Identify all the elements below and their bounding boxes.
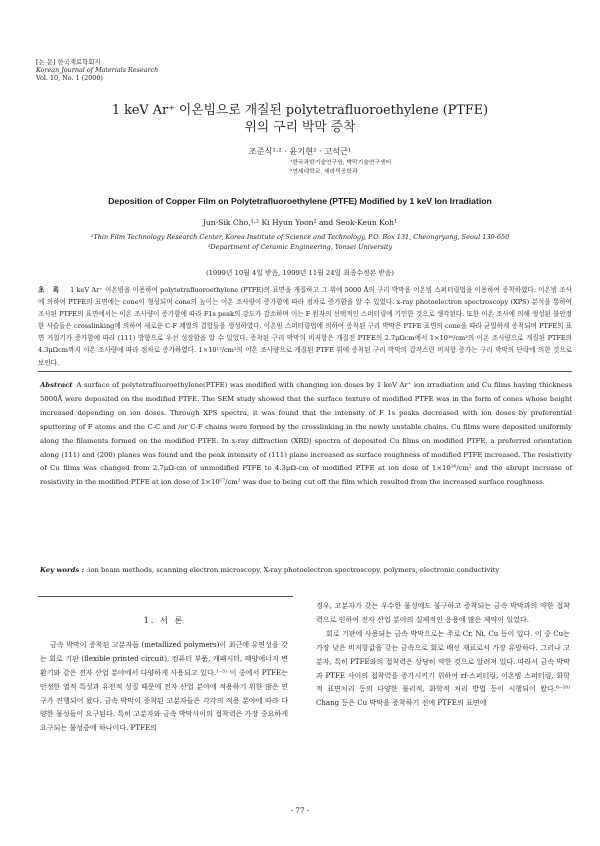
- affiliation-en-2: ²Department of Ceramic Engineering, Yonsei University: [207, 243, 393, 251]
- divider-bottom: [38, 596, 293, 597]
- abstract-english-text: A surface of polytetrafluoroethylene(PTFE) was modified with changing ion doses by 1 keV Ar⁺ ion irradiation and Cu films having thickness 5000Å were deposited on the modified PTFE. The SEM study showed that the surface texture of modified PTFE was in the form of cones whose height increased depending on ion doses. Through XPS spectra, it was found that the intensity of F 1s peaks decreased with ion doses by preferential sputtering of F atoms and the C-C and /or C-F chains were formed by the crosslinking in the newly unstable chains. Cu films were deposited uniformly along the filaments formed on the modified PTFE. In x-ray diffraction (XRD) spectra of deposited Cu films on modified PTFE, a preferred orientation along (111) and (200) planes was found and the peak intensity of (111) plane increased as surface roughness of modified PTFE increased. The resistivity of Cu films was changed from 2.7μΩ-cm of unmodified PTFE to 4.3μΩ-cm of modified PTFE at ion dose of 1×10¹⁶/cm² and the abrupt increase of resistivity in the modified PTFE at ion dose of 1×10¹⁷/cm² was due to being cut off the film which resulted from the increased surface roughness.: [40, 381, 572, 487]
- title-english: Deposition of Copper Film on Polytetrafluoroethylene (PTFE) Modified by 1 keV Ion Irradiation: [108, 196, 492, 206]
- keywords: [40, 564, 572, 578]
- abstract-english-label: Abstract: [40, 381, 73, 389]
- journal-name-ko: [논 문] 한국재료학회지: [36, 58, 101, 66]
- title-korean: [0, 102, 600, 136]
- authors-english: Jun-Sik Cho,¹·² Ki Hyun Yoon² and Seok-Keun Koh¹: [202, 218, 398, 227]
- affiliation-ko-1: ¹한국과학기술연구원, 박막기술연구센터: [290, 160, 392, 166]
- affiliations-english: [0, 232, 600, 252]
- section-heading-introduction: 1. 서 론: [143, 615, 185, 625]
- abstract-korean-text: 1 keV Ar⁺ 이온빔을 이용하여 polytetrafluoroethylene (PTFE)의 표면을 개질하고 그 위에 5000 Å의 구리 박막을 이온빔 스퍼터링법을 이용하여 증착하였다. 이온빔 조사에 의하여 PTFE의 표면에는 cone이 형성되며 cone의 높이는 이온 조사량이 증가함에 따라 점차로 증가함을 알 수 있었다. x-ray photoelectron spectroscopy (XPS) 분석을 통하여 조사된 PTFE의 표면에서는 이온 조사량이 증가함에 따라 F1s peak의 강도가 감소하며 이는 F 원자의 선택적인 스퍼터링에 기인한 것으로 생각된다. 또한 이온 조사에 의해 생성된 불안정한 사슬들은 crosslinking에 의하여 새로운 C-F 계열의 결합들을 생성하였다. 이온빔 스퍼터링법에 의하여 증착된 구리 박막은 PTFE 표면의 cone을 따라 균일하게 증착되며 PTFE의 표면 거칠기가 증가함에 따라 (111) 방향으로 우선 성장함을 알 수 있었다. 증착된 구리 박막의 비저항은 개질전 PTFE의 2.7μΩcm에서 1×10¹⁶/cm²의 이온 조사량으로 개질된 PTFE의 4.3μΩcm까지 이온 조사량에 따라 점차로 증가하였다. 1×10¹⁷/cm²의 이온 조사량으로 개질된 PTFE 위에 증착된 구리 박막의 갑작스런 비저항 증가는 구리 박막의 단락에 의한 것으로 보인다.: [38, 286, 572, 367]
- paragraph: 금속 박막이 증착된 고분자들 (metallized polymers)이 최근에 유연성을 갖는 회로 기판 (flexible printed circuit), 컴퓨터 부품, 캐패시터, 태양에너지 변환기와 같은 전자 산업 분야에서 다양하게 사용되고 있다.¹⁻⁵⁾ 이 중에서 PTFE는 안정한 열적 특성과 유전적 성질 때문에 전자 산업 분야에 적용하기 위한 많은 연구가 진행되어 왔다. 금속 박막이 증착된 고분자들은 각각의 적용 분야에 따라 다양한 물성들이 요구된다. 특히 고분자와 금속 박막사이의 접착력은 가장 중요하게 요구되는 물성중에 하나이다. PTFE의: [40, 639, 288, 733]
- paragraph: 경우, 고분자가 갖는 우수한 물성에도 불구하고 증착되는 금속 박막과의 약한 접착력으로 인하여 전자 산업 분야의 실제적인 응용에 많은 제약이 있었다.: [316, 601, 570, 624]
- journal-name-en: Korean Journal of Materials Research: [36, 66, 159, 74]
- divider-top: [38, 371, 572, 372]
- abstract-english: [40, 379, 572, 490]
- affiliations-korean: [290, 159, 391, 177]
- keywords-text: ion beam methods, scanning electron microscopy, X-ray photoelectron spectroscopy, polymers, electronic conductivity: [88, 566, 500, 574]
- affiliation-ko-2: ²연세대학교, 세라믹공학과: [290, 169, 358, 175]
- body-right-column: [316, 599, 570, 710]
- received-date: (1999년 10월 4일 받음, 1999년 11월 24일 최종수정본 받음): [205, 269, 395, 277]
- journal-volume: Vol. 10, No. 1 (2000): [36, 74, 103, 82]
- page-number: - 77 -: [290, 806, 310, 815]
- body-left-column: [40, 614, 288, 735]
- paragraph: 회로 기판에 사용되는 금속 박막으로는 주로 Cr, Ni, Cu 등이 있다. 이 중 Cu는 가장 낮은 비저항값을 갖는 금속으로 회로 배선 재료로서 가장 유망하다. 그러나 고분자, 특히 PTFE와의 접착력은 상당히 약한 것으로 알려져 있다. 따라서 금속 박막과 PTFE 사이의 접착력을 증가시키기 위하여 rf-스퍼터링, 이온빔 스퍼터링, 화학적 표면처리 등의 다양한 물리적, 화학적 처리 방법 등이 시행되어 왔다.⁶⁻¹⁰⁾ Chang 등은 Cu 박막을 증착하기 전에 PTFE의 표면에: [316, 628, 570, 708]
- authors-korean: 조준식¹·² · 윤기현² · 고석근¹: [248, 146, 352, 156]
- abstract-korean-label: 초 록: [38, 286, 63, 294]
- keywords-label: Key words :: [40, 566, 85, 574]
- title-korean-line2: 위의 구리 박막 증착: [244, 120, 356, 135]
- affiliation-en-1: ¹Thin Film Technology Research Center, Korea Institute of Science and Technology, P.O. Box 131, Cheongryang, Seoul 130-650: [90, 233, 510, 241]
- title-korean-line1: 1 keV Ar⁺ 이온빔으로 개질된 polytetrafluoroethylene (PTFE): [111, 103, 489, 118]
- abstract-korean: [38, 284, 572, 369]
- journal-header: [36, 58, 158, 82]
